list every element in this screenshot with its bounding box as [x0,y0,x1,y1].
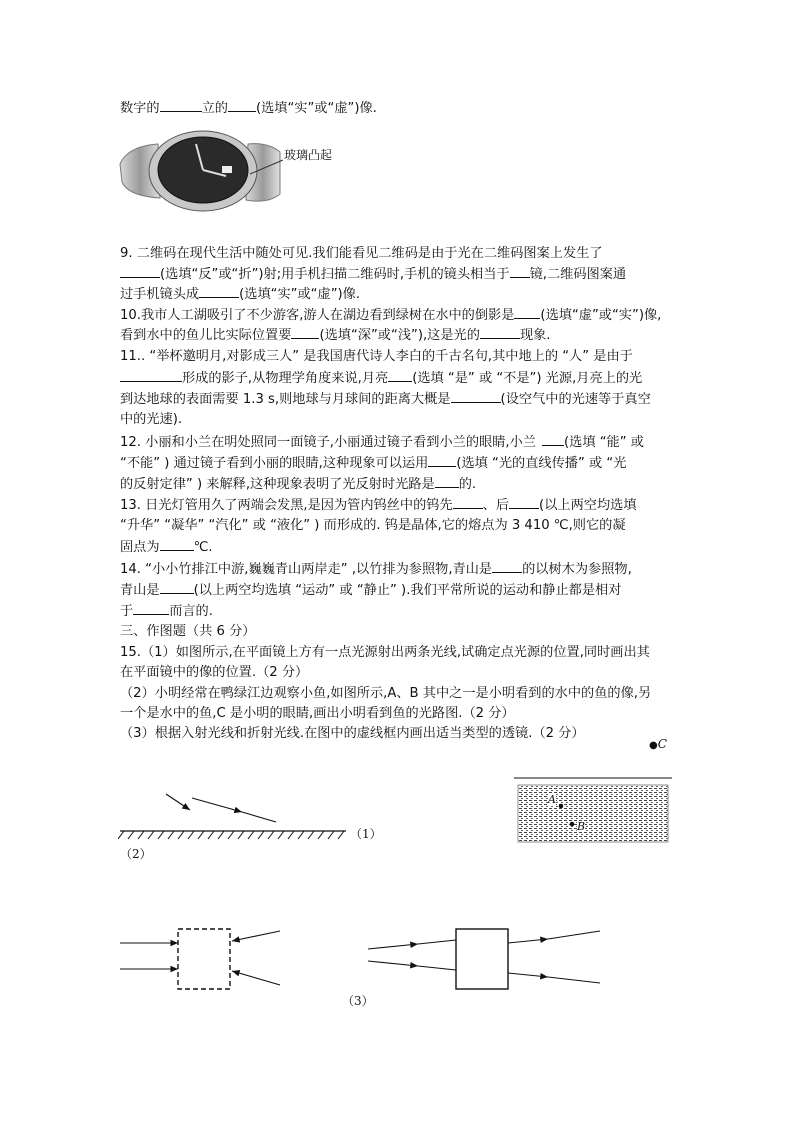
watch-illustration [118,124,368,216]
answer-blank[interactable] [492,560,522,573]
answer-blank[interactable] [480,326,520,339]
answer-blank[interactable] [435,475,459,488]
q15-part3: （3）根据入射光线和折射光线.在图中的虚线框内画出适当类型的透镜.（2 分） [120,726,585,741]
q10-line2: 看到水中的鱼儿比实际位置要 (选填“深”或“浅”),这是光的 现象. [120,328,551,343]
q12-line2: “不能” ) 通过镜子看到小丽的眼睛,这种现象可以运用 (选填 “光的直线传播” 或 “光 [120,456,627,471]
answer-blank[interactable] [133,602,169,615]
point-a-label: A [548,793,556,806]
answer-blank[interactable] [160,538,194,551]
q15-part1-cont: 在平面镜中的像的位置.（2 分） [120,665,309,680]
figure-3-label: （3） [342,994,374,1008]
q13-line1: 13. 日光灯管用久了两端会发黑,是因为管内钨丝中的钨先 、后 (以上两空均选填 [120,498,637,513]
answer-blank[interactable] [453,496,483,509]
q14-line2: 青山是 (以上两空均选填 “运动” 或 “静止” ).我们平常所说的运动和静止都是相对 [120,583,622,598]
q11-line3: 到达地球的表面需要 1.3 s,则地球与月球间的距离大概是 (设空气中的光速等于真空 [120,392,651,407]
answer-blank[interactable] [388,369,412,382]
water-figure [514,776,674,846]
answer-blank[interactable] [160,99,202,112]
answer-blank[interactable] [510,265,530,278]
answer-blank[interactable] [291,326,319,339]
answer-blank[interactable] [120,265,160,278]
q15-part1: 15.（1）如图所示,在平面镜上方有一点光源射出两条光线,试确定点光源的位置,同时画出其 [120,645,650,660]
q14-line3: 于 而言的. [120,604,213,619]
answer-blank[interactable] [120,369,182,382]
q9-line1: 9. 二维码在现代生活中随处可见.我们能看见二维码是由于光在二维码图案上发生了 [120,246,603,261]
answer-blank[interactable] [509,496,539,509]
q10-line1: 10.我市人工湖吸引了不少游客,游人在湖边看到绿树在水中的倒影是 (选填“虚”或“实”)像, [120,308,662,323]
q11-line1: 11.. “举杯邀明月,对影成三人” 是我国唐代诗人李白的千古名句,其中地上的 “人” 是由于 [120,349,633,364]
lens-figure [118,925,608,995]
figure-1-label: （1） [350,827,382,841]
q11-line4: 中的光速). [120,412,183,427]
mirror-figure [118,790,358,850]
point-b-label: B [577,820,586,833]
answer-blank[interactable] [514,306,540,319]
answer-blank[interactable] [451,390,501,403]
answer-blank[interactable] [428,454,456,467]
q12-line1: 12. 小丽和小兰在明处照同一面镜子,小丽通过镜子看到小兰的眼睛,小兰 (选填 “能” 或 [120,435,644,450]
q13-line2: “升华” “凝华” “汽化” 或 “液化” ) 而形成的. 钨是晶体,它的熔点为 3 410 ℃,则它的凝 [120,518,626,533]
answer-blank[interactable] [228,99,256,112]
q15-part2: （2）小明经常在鸭绿江边观察小鱼,如图所示,A、B 其中之一是小明看到的水中的鱼的像,另 [120,686,652,701]
answer-blank[interactable] [542,433,564,446]
answer-blank[interactable] [160,581,194,594]
q11-line2: 形成的影子,从物理学角度来说,月亮 (选填 “是” 或 “不是”) 光源,月亮上的光 [120,369,642,388]
watch-label: 玻璃凸起 [284,148,333,162]
q12-line3: 的反射定律” ) 来解释,这种现象表明了光反射时光路是 的. [120,477,477,492]
section-title: 三、作图题（共 6 分） [120,624,256,639]
q14-line1: 14. “小小竹排江中游,巍巍青山两岸走” ,以竹排为参照物,青山是 的以树木为参照物, [120,562,632,577]
top-line: 数字的 立的 (选填“实”或“虚”)像. [120,101,377,116]
figure-2-label: （2） [120,847,152,861]
q15-part2-cont: 一个是水中的鱼,C 是小明的眼睛,画出小明看到鱼的光路图.（2 分） [120,706,515,721]
q9-line3: 过手机镜头成 (选填“实”或“虚”)像. [120,287,361,302]
point-c-label: ●C [649,737,667,751]
q9-line2: (选填“反”或“折”)射;用手机扫描二维码时,手机的镜头相当于 镜,二维码图案通 [120,265,626,284]
answer-blank[interactable] [199,285,239,298]
q13-line3: 固点为 ℃. [120,540,213,555]
